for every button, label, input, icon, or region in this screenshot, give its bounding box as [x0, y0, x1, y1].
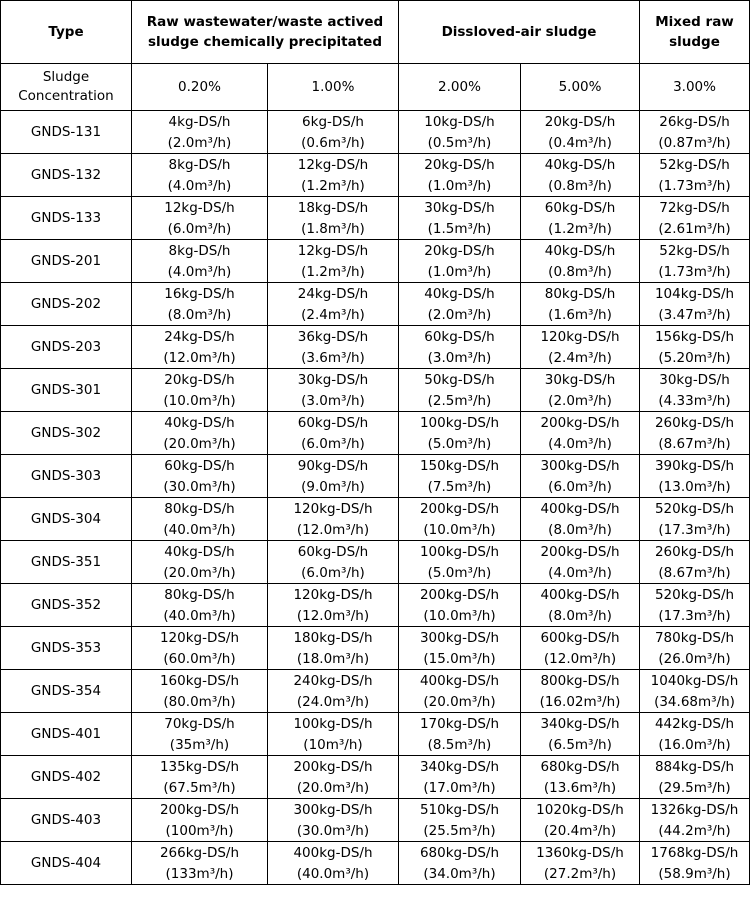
flow-rate-cell: (8.67m³/h) [640, 562, 750, 584]
mass-capacity-cell: 40kg-DS/h [132, 412, 268, 434]
model-type: GNDS-354 [1, 670, 132, 713]
mass-capacity-cell: 100kg-DS/h [399, 412, 521, 434]
mass-capacity-cell: 12kg-DS/h [132, 197, 268, 219]
model-type: GNDS-402 [1, 756, 132, 799]
mass-capacity-cell: 60kg-DS/h [268, 412, 399, 434]
flow-rate-cell: (16.02m³/h) [521, 691, 640, 713]
flow-rate-cell: (6.5m³/h) [521, 734, 640, 756]
flow-rate-cell: (10.0m³/h) [132, 390, 268, 412]
mass-capacity-cell: 40kg-DS/h [132, 541, 268, 563]
flow-rate-cell: (13.6m³/h) [521, 777, 640, 799]
flow-rate-cell: (8.5m³/h) [399, 734, 521, 756]
concentration-cell: 1.00% [268, 64, 399, 111]
mass-capacity-cell: 300kg-DS/h [521, 455, 640, 477]
mass-capacity-cell: 520kg-DS/h [640, 498, 750, 520]
flow-rate-cell: (12.0m³/h) [521, 648, 640, 670]
flow-rate-cell: (17.3m³/h) [640, 519, 750, 541]
flow-rate-cell: (40.0m³/h) [132, 605, 268, 627]
mass-capacity-cell: 200kg-DS/h [521, 541, 640, 563]
mass-capacity-cell: 30kg-DS/h [399, 197, 521, 219]
flow-rate-cell: (2.5m³/h) [399, 390, 521, 412]
flow-rate-cell: (24.0m³/h) [268, 691, 399, 713]
mass-capacity-cell: 18kg-DS/h [268, 197, 399, 219]
mass-capacity-cell: 36kg-DS/h [268, 326, 399, 348]
flow-rate-cell: (1.73m³/h) [640, 175, 750, 197]
mass-capacity-cell: 1768kg-DS/h [640, 842, 750, 864]
flow-rate-cell: (40.0m³/h) [268, 863, 399, 885]
flow-rate-cell: (80.0m³/h) [132, 691, 268, 713]
flow-rate-cell: (20.4m³/h) [521, 820, 640, 842]
table-row [1, 713, 750, 735]
mass-capacity-cell: 60kg-DS/h [132, 455, 268, 477]
model-type: GNDS-304 [1, 498, 132, 541]
mass-capacity-cell: 780kg-DS/h [640, 627, 750, 649]
table-row [1, 197, 750, 219]
flow-rate-cell: (5.20m³/h) [640, 347, 750, 369]
mass-capacity-cell: 1020kg-DS/h [521, 799, 640, 821]
flow-rate-cell: (3.0m³/h) [399, 347, 521, 369]
mass-capacity-cell: 680kg-DS/h [521, 756, 640, 778]
mass-capacity-cell: 70kg-DS/h [132, 713, 268, 735]
mass-capacity-cell: 1360kg-DS/h [521, 842, 640, 864]
mass-capacity-cell: 200kg-DS/h [399, 584, 521, 606]
flow-rate-cell: (1.0m³/h) [399, 261, 521, 283]
mass-capacity-cell: 520kg-DS/h [640, 584, 750, 606]
table-row [1, 756, 750, 778]
table-row [1, 455, 750, 477]
group-header-chemical: Raw wastewater/waste actived sludge chemically precipitated [132, 1, 399, 64]
flow-rate-cell: (100m³/h) [132, 820, 268, 842]
flow-rate-cell: (60.0m³/h) [132, 648, 268, 670]
flow-rate-cell: (34.68m³/h) [640, 691, 750, 713]
flow-rate-cell: (20.0m³/h) [399, 691, 521, 713]
mass-capacity-cell: 20kg-DS/h [521, 111, 640, 133]
flow-rate-cell: (10.0m³/h) [399, 605, 521, 627]
mass-capacity-cell: 1040kg-DS/h [640, 670, 750, 692]
flow-rate-cell: (35m³/h) [132, 734, 268, 756]
mass-capacity-cell: 260kg-DS/h [640, 412, 750, 434]
type-header: Type [1, 1, 132, 64]
mass-capacity-cell: 300kg-DS/h [399, 627, 521, 649]
mass-capacity-cell: 20kg-DS/h [132, 369, 268, 391]
mass-capacity-cell: 8kg-DS/h [132, 240, 268, 262]
flow-rate-cell: (6.0m³/h) [521, 476, 640, 498]
flow-rate-cell: (17.0m³/h) [399, 777, 521, 799]
flow-rate-cell: (7.5m³/h) [399, 476, 521, 498]
flow-rate-cell: (1.2m³/h) [268, 261, 399, 283]
mass-capacity-cell: 200kg-DS/h [399, 498, 521, 520]
flow-rate-cell: (4.0m³/h) [132, 261, 268, 283]
mass-capacity-cell: 390kg-DS/h [640, 455, 750, 477]
flow-rate-cell: (3.47m³/h) [640, 304, 750, 326]
mass-capacity-cell: 24kg-DS/h [268, 283, 399, 305]
mass-capacity-cell: 4kg-DS/h [132, 111, 268, 133]
flow-rate-cell: (0.5m³/h) [399, 132, 521, 154]
mass-capacity-cell: 884kg-DS/h [640, 756, 750, 778]
mass-capacity-cell: 40kg-DS/h [521, 154, 640, 176]
mass-capacity-cell: 400kg-DS/h [521, 498, 640, 520]
mass-capacity-cell: 260kg-DS/h [640, 541, 750, 563]
flow-rate-cell: (8.0m³/h) [521, 605, 640, 627]
mass-capacity-cell: 170kg-DS/h [399, 713, 521, 735]
flow-rate-cell: (30.0m³/h) [268, 820, 399, 842]
flow-rate-cell: (12.0m³/h) [132, 347, 268, 369]
flow-rate-cell: (9.0m³/h) [268, 476, 399, 498]
flow-rate-cell: (6.0m³/h) [268, 433, 399, 455]
mass-capacity-cell: 6kg-DS/h [268, 111, 399, 133]
mass-capacity-cell: 20kg-DS/h [399, 240, 521, 262]
model-type: GNDS-403 [1, 799, 132, 842]
flow-rate-cell: (8.0m³/h) [521, 519, 640, 541]
table-body [1, 111, 750, 885]
model-type: GNDS-401 [1, 713, 132, 756]
mass-capacity-cell: 20kg-DS/h [399, 154, 521, 176]
mass-capacity-cell: 680kg-DS/h [399, 842, 521, 864]
flow-rate-cell: (0.6m³/h) [268, 132, 399, 154]
table-row [1, 283, 750, 305]
table-row [1, 498, 750, 520]
flow-rate-cell: (5.0m³/h) [399, 562, 521, 584]
mass-capacity-cell: 120kg-DS/h [268, 498, 399, 520]
flow-rate-cell: (12.0m³/h) [268, 605, 399, 627]
flow-rate-cell: (4.0m³/h) [521, 433, 640, 455]
group-header-mixed-raw: Mixed raw sludge [640, 1, 750, 64]
mass-capacity-cell: 156kg-DS/h [640, 326, 750, 348]
flow-rate-cell: (1.0m³/h) [399, 175, 521, 197]
mass-capacity-cell: 240kg-DS/h [268, 670, 399, 692]
flow-rate-cell: (0.8m³/h) [521, 261, 640, 283]
mass-capacity-cell: 60kg-DS/h [268, 541, 399, 563]
concentration-cell: 0.20% [132, 64, 268, 111]
concentration-cell: 2.00% [399, 64, 521, 111]
model-type: GNDS-301 [1, 369, 132, 412]
mass-capacity-cell: 266kg-DS/h [132, 842, 268, 864]
flow-rate-cell: (25.5m³/h) [399, 820, 521, 842]
mass-capacity-cell: 26kg-DS/h [640, 111, 750, 133]
flow-rate-cell: (15.0m³/h) [399, 648, 521, 670]
table-row [1, 541, 750, 563]
model-type: GNDS-131 [1, 111, 132, 154]
flow-rate-cell: (1.6m³/h) [521, 304, 640, 326]
mass-capacity-cell: 80kg-DS/h [521, 283, 640, 305]
table-row [1, 670, 750, 692]
table-row [1, 799, 750, 821]
mass-capacity-cell: 400kg-DS/h [268, 842, 399, 864]
mass-capacity-cell: 160kg-DS/h [132, 670, 268, 692]
flow-rate-cell: (8.0m³/h) [132, 304, 268, 326]
flow-rate-cell: (30.0m³/h) [132, 476, 268, 498]
mass-capacity-cell: 30kg-DS/h [268, 369, 399, 391]
mass-capacity-cell: 10kg-DS/h [399, 111, 521, 133]
mass-capacity-cell: 200kg-DS/h [268, 756, 399, 778]
model-type: GNDS-352 [1, 584, 132, 627]
flow-rate-cell: (12.0m³/h) [268, 519, 399, 541]
model-type: GNDS-202 [1, 283, 132, 326]
flow-rate-cell: (4.0m³/h) [521, 562, 640, 584]
flow-rate-cell: (0.8m³/h) [521, 175, 640, 197]
concentration-cell: 3.00% [640, 64, 750, 111]
mass-capacity-cell: 72kg-DS/h [640, 197, 750, 219]
flow-rate-cell: (1.73m³/h) [640, 261, 750, 283]
mass-capacity-cell: 90kg-DS/h [268, 455, 399, 477]
model-type: GNDS-351 [1, 541, 132, 584]
mass-capacity-cell: 800kg-DS/h [521, 670, 640, 692]
flow-rate-cell: (2.4m³/h) [268, 304, 399, 326]
flow-rate-cell: (10.0m³/h) [399, 519, 521, 541]
mass-capacity-cell: 400kg-DS/h [399, 670, 521, 692]
flow-rate-cell: (34.0m³/h) [399, 863, 521, 885]
flow-rate-cell: (20.0m³/h) [268, 777, 399, 799]
flow-rate-cell: (16.0m³/h) [640, 734, 750, 756]
table-row [1, 412, 750, 434]
mass-capacity-cell: 16kg-DS/h [132, 283, 268, 305]
flow-rate-cell: (2.0m³/h) [399, 304, 521, 326]
table-row [1, 627, 750, 649]
mass-capacity-cell: 12kg-DS/h [268, 154, 399, 176]
table-row [1, 326, 750, 348]
model-type: GNDS-133 [1, 197, 132, 240]
mass-capacity-cell: 50kg-DS/h [399, 369, 521, 391]
flow-rate-cell: (4.0m³/h) [132, 175, 268, 197]
flow-rate-cell: (1.8m³/h) [268, 218, 399, 240]
mass-capacity-cell: 40kg-DS/h [399, 283, 521, 305]
flow-rate-cell: (133m³/h) [132, 863, 268, 885]
flow-rate-cell: (6.0m³/h) [268, 562, 399, 584]
flow-rate-cell: (2.61m³/h) [640, 218, 750, 240]
mass-capacity-cell: 40kg-DS/h [521, 240, 640, 262]
table-row [1, 154, 750, 176]
mass-capacity-cell: 80kg-DS/h [132, 584, 268, 606]
flow-rate-cell: (1.2m³/h) [521, 218, 640, 240]
flow-rate-cell: (27.2m³/h) [521, 863, 640, 885]
mass-capacity-cell: 12kg-DS/h [268, 240, 399, 262]
mass-capacity-cell: 600kg-DS/h [521, 627, 640, 649]
flow-rate-cell: (4.33m³/h) [640, 390, 750, 412]
mass-capacity-cell: 120kg-DS/h [521, 326, 640, 348]
flow-rate-cell: (20.0m³/h) [132, 433, 268, 455]
model-type: GNDS-302 [1, 412, 132, 455]
model-type: GNDS-303 [1, 455, 132, 498]
flow-rate-cell: (3.6m³/h) [268, 347, 399, 369]
mass-capacity-cell: 8kg-DS/h [132, 154, 268, 176]
mass-capacity-cell: 340kg-DS/h [399, 756, 521, 778]
mass-capacity-cell: 60kg-DS/h [399, 326, 521, 348]
concentration-cell: 5.00% [521, 64, 640, 111]
mass-capacity-cell: 104kg-DS/h [640, 283, 750, 305]
table-row [1, 584, 750, 606]
model-type: GNDS-201 [1, 240, 132, 283]
flow-rate-cell: (13.0m³/h) [640, 476, 750, 498]
flow-rate-cell: (5.0m³/h) [399, 433, 521, 455]
mass-capacity-cell: 150kg-DS/h [399, 455, 521, 477]
flow-rate-cell: (40.0m³/h) [132, 519, 268, 541]
flow-rate-cell: (8.67m³/h) [640, 433, 750, 455]
concentration-label: Sludge Concentration [1, 64, 132, 111]
mass-capacity-cell: 60kg-DS/h [521, 197, 640, 219]
flow-rate-cell: (2.4m³/h) [521, 347, 640, 369]
flow-rate-cell: (3.0m³/h) [268, 390, 399, 412]
mass-capacity-cell: 442kg-DS/h [640, 713, 750, 735]
mass-capacity-cell: 200kg-DS/h [521, 412, 640, 434]
mass-capacity-cell: 120kg-DS/h [268, 584, 399, 606]
flow-rate-cell: (67.5m³/h) [132, 777, 268, 799]
mass-capacity-cell: 300kg-DS/h [268, 799, 399, 821]
flow-rate-cell: (18.0m³/h) [268, 648, 399, 670]
model-type: GNDS-353 [1, 627, 132, 670]
flow-rate-cell: (1.2m³/h) [268, 175, 399, 197]
flow-rate-cell: (17.3m³/h) [640, 605, 750, 627]
flow-rate-cell: (26.0m³/h) [640, 648, 750, 670]
mass-capacity-cell: 100kg-DS/h [399, 541, 521, 563]
flow-rate-cell: (2.0m³/h) [132, 132, 268, 154]
model-type: GNDS-132 [1, 154, 132, 197]
table-row [1, 369, 750, 391]
flow-rate-cell: (6.0m³/h) [132, 218, 268, 240]
mass-capacity-cell: 52kg-DS/h [640, 240, 750, 262]
table-row [1, 842, 750, 864]
mass-capacity-cell: 30kg-DS/h [640, 369, 750, 391]
concentration-row [1, 64, 750, 111]
flow-rate-cell: (58.9m³/h) [640, 863, 750, 885]
model-type: GNDS-404 [1, 842, 132, 885]
mass-capacity-cell: 180kg-DS/h [268, 627, 399, 649]
flow-rate-cell: (0.4m³/h) [521, 132, 640, 154]
flow-rate-cell: (29.5m³/h) [640, 777, 750, 799]
mass-capacity-cell: 510kg-DS/h [399, 799, 521, 821]
mass-capacity-cell: 120kg-DS/h [132, 627, 268, 649]
flow-rate-cell: (0.87m³/h) [640, 132, 750, 154]
mass-capacity-cell: 52kg-DS/h [640, 154, 750, 176]
mass-capacity-cell: 400kg-DS/h [521, 584, 640, 606]
table-row [1, 111, 750, 133]
mass-capacity-cell: 24kg-DS/h [132, 326, 268, 348]
mass-capacity-cell: 30kg-DS/h [521, 369, 640, 391]
header-row [1, 1, 750, 64]
group-header-dissolved-air: Dissloved-air sludge [399, 1, 640, 64]
mass-capacity-cell: 340kg-DS/h [521, 713, 640, 735]
flow-rate-cell: (2.0m³/h) [521, 390, 640, 412]
flow-rate-cell: (1.5m³/h) [399, 218, 521, 240]
mass-capacity-cell: 100kg-DS/h [268, 713, 399, 735]
mass-capacity-cell: 135kg-DS/h [132, 756, 268, 778]
model-type: GNDS-203 [1, 326, 132, 369]
flow-rate-cell: (44.2m³/h) [640, 820, 750, 842]
mass-capacity-cell: 80kg-DS/h [132, 498, 268, 520]
table-row [1, 240, 750, 262]
flow-rate-cell: (20.0m³/h) [132, 562, 268, 584]
mass-capacity-cell: 200kg-DS/h [132, 799, 268, 821]
mass-capacity-cell: 1326kg-DS/h [640, 799, 750, 821]
flow-rate-cell: (10m³/h) [268, 734, 399, 756]
